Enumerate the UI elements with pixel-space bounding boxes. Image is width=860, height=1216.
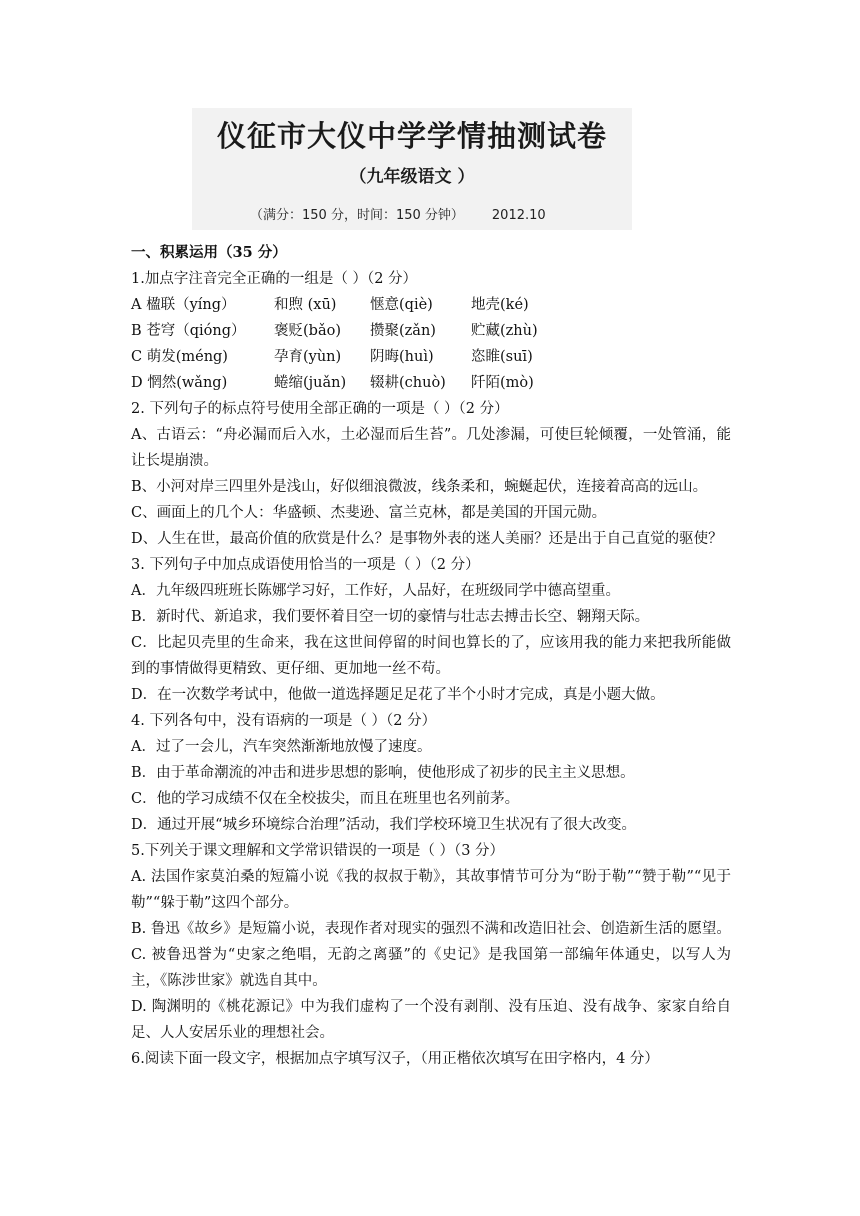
q1-stem: 1.加点字注音完全正确的一组是（ ）（2 分） xyxy=(131,271,418,287)
q4-option-b: B．由于革命潮流的冲击和进步思想的影响，使他形成了初步的民主主义思想。 xyxy=(131,765,635,781)
q1-option: 辍耕(chuò) xyxy=(370,375,446,391)
q2-option-d: D、人生在世，最高价值的欣赏是什么？是事物外表的迷人美丽？还是出于自己直觉的驱使？ xyxy=(131,531,723,547)
q1-row-d xyxy=(131,370,731,396)
exam-header xyxy=(192,108,632,230)
score-time-info: （满分：150 分，时间：150 分钟） xyxy=(250,208,464,223)
q1-option: 阡陌(mò) xyxy=(471,375,534,391)
q4-option-d: D．通过开展“城乡环境综合治理”活动，我们学校环境卫生状况有了很大改变。 xyxy=(131,817,636,833)
q3-option-d: D．在一次数学考试中，他做一道选择题足足花了半个小时才完成，真是小题大做。 xyxy=(131,687,665,703)
exam-title: 仪征市大仪中学学情抽测试卷 xyxy=(216,119,607,153)
q1-option: A 楹联（yíng） xyxy=(131,297,236,313)
exam-info xyxy=(250,204,546,223)
q1-option: 贮藏(zhù) xyxy=(471,323,538,339)
q1-option: 阴晦(huì) xyxy=(370,349,434,365)
q1-option: 地壳(ké) xyxy=(471,297,529,313)
exam-subtitle: （九年级语文 ） xyxy=(349,167,475,187)
q1-row-b xyxy=(131,318,731,344)
q5-option-a: A. 法国作家莫泊桑的短篇小说《我的叔叔于勒》，其故事情节可分为“盼于勒”“赞于勒”“见于勒”“躲于勒”这四个部分。 xyxy=(131,869,731,911)
q3-option-b: B．新时代、新追求，我们要怀着目空一切的豪情与壮志去搏击长空、翱翔天际。 xyxy=(131,609,650,625)
q5-option-c: C. 被鲁迅誉为“史家之绝唱，无韵之离骚”的《史记》是我国第一部编年体通史，以写人为主，《陈涉世家》就选自其中。 xyxy=(131,947,731,989)
q1-option: 和煦 (xū) xyxy=(274,297,337,313)
q1-option: 蜷缩(juǎn) xyxy=(274,375,347,391)
q2-option-c: C、画面上的几个人：华盛顿、杰斐逊、富兰克林，都是美国的开国元勋。 xyxy=(131,505,607,521)
exam-body xyxy=(131,240,731,1072)
q5-option-d: D. 陶渊明的《桃花源记》中为我们虚构了一个没有剥削、没有压迫、没有战争、家家自给自足、人人安居乐业的理想社会。 xyxy=(131,999,731,1041)
q4-option-c: C．他的学习成绩不仅在全校拔尖，而且在班里也名列前茅。 xyxy=(131,791,520,807)
q1-option: 惬意(qiè) xyxy=(370,297,433,313)
q3-option-a: A．九年级四班班长陈娜学习好，工作好，人品好，在班级同学中德高望重。 xyxy=(131,583,620,599)
q4-stem: 4. 下列各句中，没有语病的一项是（ ）（2 分） xyxy=(131,713,437,729)
section-heading: 一、积累运用（35 分） xyxy=(131,244,287,261)
q5-stem: 5.下列关于课文理解和文学常识错误的一项是（ ）（3 分） xyxy=(131,843,505,859)
q1-option: 孕育(yùn) xyxy=(274,349,342,365)
q6-stem: 6.阅读下面一段文字，根据加点字填写汉子，（用正楷依次填写在田字格内，4 分） xyxy=(131,1051,659,1067)
q1-option: C 萌发(méng) xyxy=(131,349,228,365)
q3-stem: 3. 下列句子中加点成语使用恰当的一项是（ ）（2 分） xyxy=(131,557,480,573)
q1-option: 恣睢(suī) xyxy=(471,349,533,365)
q1-option: D 惘然(wǎng) xyxy=(131,375,228,391)
exam-date: 2012.10 xyxy=(491,208,546,223)
q4-option-a: A．过了一会儿，汽车突然渐渐地放慢了速度。 xyxy=(131,739,432,755)
q2-stem: 2. 下列句子的标点符号使用全部正确的一项是（ ）（2 分） xyxy=(131,401,509,417)
q1-option: B 苍穹（qióng） xyxy=(131,323,246,339)
q1-row-a xyxy=(131,292,731,318)
q3-option-c: C．比起贝壳里的生命来，我在这世间停留的时间也算长的了，应该用我的能力来把我所能做到的事情做得更精致、更仔细、更加地一丝不苟。 xyxy=(131,635,731,677)
q1-option: 攒聚(zǎn) xyxy=(370,323,436,339)
q2-option-a: A、古语云：“舟必漏而后入水，土必湿而后生苔”。几处渗漏，可使巨轮倾覆，一处管涌，能让长堤崩溃。 xyxy=(131,427,731,469)
q1-option: 褒贬(bǎo) xyxy=(274,323,341,339)
q1-row-c xyxy=(131,344,731,370)
q2-option-b: B、小河对岸三四里外是浅山，好似细浪微波，线条柔和，蜿蜒起伏，连接着高高的远山。 xyxy=(131,479,708,495)
q5-option-b: B. 鲁迅《故乡》是短篇小说，表现作者对现实的强烈不满和改造旧社会、创造新生活的愿望。 xyxy=(131,921,731,937)
